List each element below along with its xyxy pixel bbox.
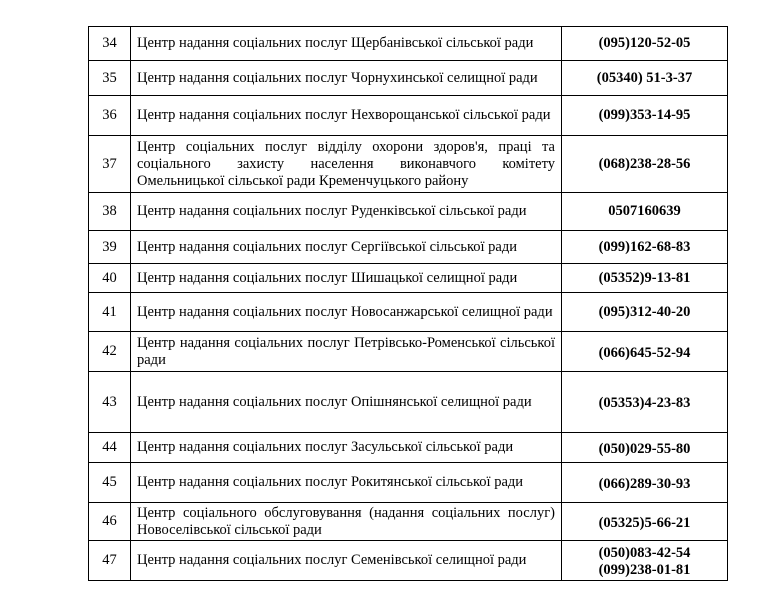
row-number: 46 — [89, 503, 131, 541]
row-number: 36 — [89, 96, 131, 136]
phone-number: (066)289-30-93 — [562, 463, 728, 503]
phone-number: (066)645-52-94 — [562, 332, 728, 372]
table-body — [89, 27, 728, 581]
phone-numbers — [562, 541, 728, 581]
center-name: Центр надання соціальних послуг Засульської сільської ради — [131, 433, 562, 463]
center-name: Центр надання соціальних послуг Опішнянської селищної ради — [131, 372, 562, 433]
phone-number: (099)238-01-81 — [598, 562, 691, 578]
phone-number: (095)312-40-20 — [562, 293, 728, 332]
social-services-table — [88, 26, 728, 581]
phone-number: (099)162-68-83 — [562, 231, 728, 264]
row-number: 44 — [89, 433, 131, 463]
phone-number: (05352)9-13-81 — [562, 264, 728, 293]
table-row — [89, 541, 728, 581]
table-row — [89, 463, 728, 503]
center-name: Центр надання соціальних послуг Нехворощанської сільської ради — [131, 96, 562, 136]
row-number: 39 — [89, 231, 131, 264]
center-name: Центр надання соціальних послуг Сергіївської сільської ради — [131, 231, 562, 264]
center-name: Центр надання соціальних послуг Рокитянської сільської ради — [131, 463, 562, 503]
center-name: Центр надання соціальних послуг Шишацької селищної ради — [131, 264, 562, 293]
table-row — [89, 96, 728, 136]
center-name: Центр надання соціальних послуг Чорнухинської селищної ради — [131, 61, 562, 96]
phone-number: (050)029-55-80 — [562, 433, 728, 463]
table-row — [89, 293, 728, 332]
phone-number: (05340) 51-3-37 — [562, 61, 728, 96]
table-row — [89, 264, 728, 293]
phone-number: (068)238-28-56 — [562, 136, 728, 193]
table-row — [89, 372, 728, 433]
phone-number: (05353)4-23-83 — [562, 372, 728, 433]
phone-number: (050)083-42-54 — [598, 545, 691, 561]
center-name: Центр надання соціальних послуг Щербанівської сільської ради — [131, 27, 562, 61]
center-name: Центр надання соціальних послуг Петрівсько-Роменської сільської ради — [131, 332, 562, 372]
table-row — [89, 61, 728, 96]
row-number: 43 — [89, 372, 131, 433]
row-number: 47 — [89, 541, 131, 581]
row-number: 34 — [89, 27, 131, 61]
table-row — [89, 193, 728, 231]
phone-number: (095)120-52-05 — [562, 27, 728, 61]
row-number: 41 — [89, 293, 131, 332]
center-name: Центр надання соціальних послуг Руденківської сільської ради — [131, 193, 562, 231]
table-row — [89, 332, 728, 372]
row-number: 37 — [89, 136, 131, 193]
row-number: 38 — [89, 193, 131, 231]
row-number: 35 — [89, 61, 131, 96]
table-row — [89, 27, 728, 61]
center-name: Центр надання соціальних послуг Новосанжарської селищної ради — [131, 293, 562, 332]
row-number: 42 — [89, 332, 131, 372]
phone-number: (05325)5-66-21 — [562, 503, 728, 541]
center-name: Центр соціального обслуговування (надання соціальних послуг) Новоселівської сільської ради — [131, 503, 562, 541]
phone-number: (099)353-14-95 — [562, 96, 728, 136]
table-row — [89, 433, 728, 463]
phone-number: 0507160639 — [562, 193, 728, 231]
table-row — [89, 503, 728, 541]
table-row — [89, 231, 728, 264]
table-row — [89, 136, 728, 193]
row-number: 45 — [89, 463, 131, 503]
center-name: Центр соціальних послуг відділу охорони здоров'я, праці та соціального захисту населення виконавчого комітету Омельницької сільської ради Кременчуцького району — [131, 136, 562, 193]
row-number: 40 — [89, 264, 131, 293]
center-name: Центр надання соціальних послуг Семенівської селищної ради — [131, 541, 562, 581]
